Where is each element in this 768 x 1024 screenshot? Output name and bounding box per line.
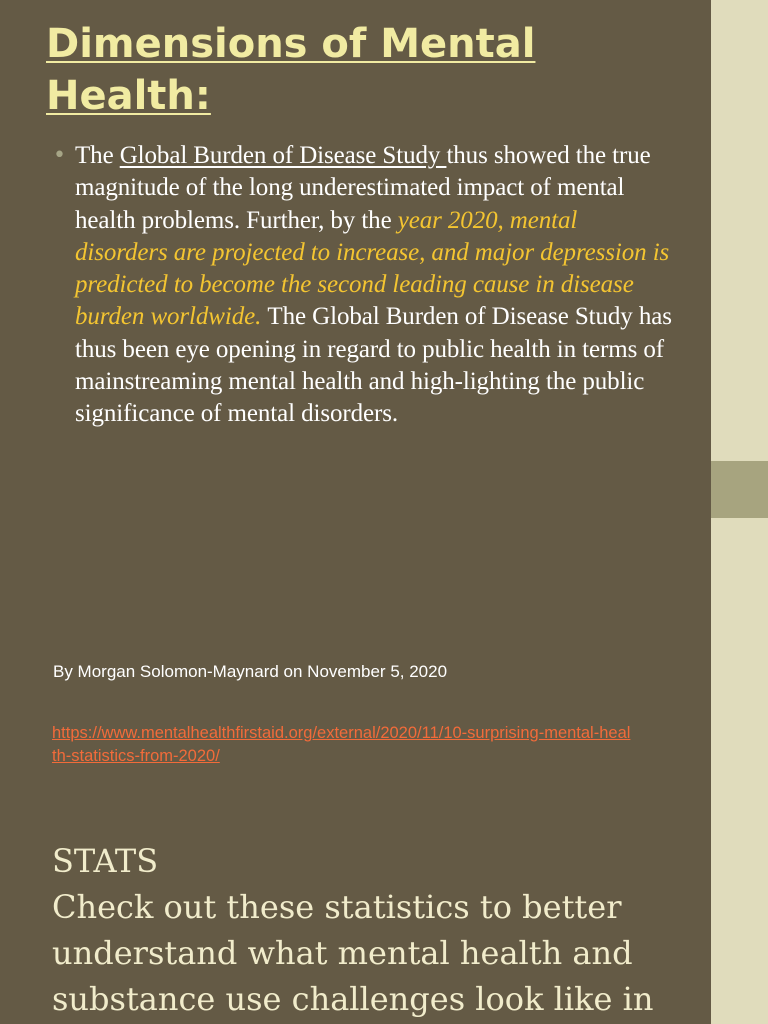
bullet-paragraph (53, 140, 673, 431)
bullet-text-part3: The Global Burden of Disease Study has thus been eye opening in regard to public health in terms of mainstreaming mental health and high-lighting the public significance of mental disorders. (75, 303, 672, 428)
slide-title: Dimensions of Mental Health: (46, 21, 536, 119)
bullet-intro: The (75, 142, 120, 169)
side-decoration-accent (711, 461, 768, 518)
bullet-icon: • (53, 143, 66, 168)
highlighted-projection: year 2020, mental disorders are projected to increase, and major depression is predicted to become the second leading cause in disease burden worldwide. (75, 206, 670, 331)
study-name-underlined: Global Burden of Disease Study (119, 142, 447, 169)
bullet-text-part2: thus showed the true magnitude of the long underestimated impact of mental health problems. Further, by the (75, 142, 651, 234)
bullet-text (75, 140, 673, 431)
author-byline: By Morgan Solomon-Maynard on November 5, 2020 (53, 662, 448, 681)
stats-heading: STATS (52, 842, 159, 880)
stats-description: Check out these statistics to better understand what mental health and substance use challenges look like in (52, 888, 654, 1018)
source-link[interactable]: https://www.mentalhealthfirstaid.org/external/2020/11/10-surprising-mental-health-statistics-from-2020/ (52, 724, 631, 765)
